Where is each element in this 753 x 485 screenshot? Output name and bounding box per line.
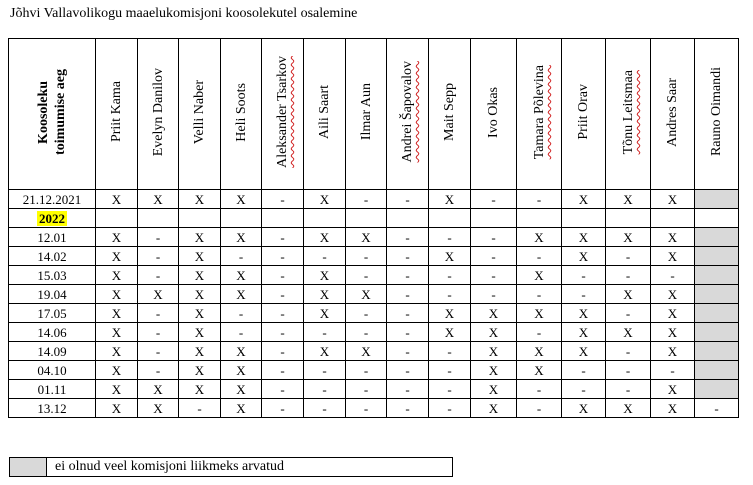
header-member-10 — [517, 39, 562, 190]
attendance-cell: - — [346, 361, 387, 380]
attendance-cell: X — [304, 285, 346, 304]
attendance-cell: - — [262, 361, 304, 380]
header-member-2 — [179, 39, 221, 190]
attendance-cell: X — [179, 190, 221, 209]
attendance-cell: - — [346, 323, 387, 342]
header-member-11 — [562, 39, 606, 190]
attendance-cell: - — [346, 266, 387, 285]
member-name: Heli Soots — [233, 82, 249, 142]
meeting-date: 15.03 — [9, 266, 96, 285]
year-row-empty — [304, 209, 346, 228]
attendance-cell: X — [179, 304, 221, 323]
header-member-0 — [96, 39, 138, 190]
not-member-cell — [695, 266, 739, 285]
attendance-cell: X — [138, 399, 179, 418]
attendance-cell: - — [304, 380, 346, 399]
year-row-empty — [96, 209, 138, 228]
year-row-empty — [562, 209, 606, 228]
attendance-cell: - — [471, 266, 517, 285]
attendance-cell: - — [517, 380, 562, 399]
attendance-cell: - — [138, 323, 179, 342]
attendance-cell: X — [651, 304, 695, 323]
member-name: Andrei Šapovalov — [400, 61, 415, 163]
year-row — [9, 209, 739, 228]
header-row — [9, 39, 739, 190]
table-row — [9, 247, 739, 266]
header-member-3 — [221, 39, 262, 190]
attendance-cell: X — [651, 190, 695, 209]
attendance-cell: X — [562, 399, 606, 418]
year-row-empty — [429, 209, 471, 228]
attendance-cell: X — [429, 304, 471, 323]
attendance-cell: X — [562, 323, 606, 342]
member-name: Ilmar Aun — [358, 83, 374, 141]
member-name: Andres Saar — [665, 77, 680, 147]
attendance-cell: X — [471, 323, 517, 342]
table-row — [9, 323, 739, 342]
year-row-empty — [651, 209, 695, 228]
attendance-cell: X — [562, 228, 606, 247]
attendance-cell: X — [471, 399, 517, 418]
attendance-cell: - — [304, 247, 346, 266]
attendance-cell: X — [606, 190, 651, 209]
attendance-cell: - — [562, 266, 606, 285]
meeting-date: 14.02 — [9, 247, 96, 266]
attendance-cell: X — [606, 323, 651, 342]
meeting-date: 19.04 — [9, 285, 96, 304]
not-member-cell — [695, 247, 739, 266]
header-member-9 — [471, 39, 517, 190]
meeting-date: 14.06 — [9, 323, 96, 342]
table-row — [9, 266, 739, 285]
attendance-cell: X — [651, 342, 695, 361]
year-row-empty — [346, 209, 387, 228]
attendance-cell: - — [138, 304, 179, 323]
attendance-cell: - — [387, 380, 429, 399]
attendance-cell: X — [429, 190, 471, 209]
attendance-cell: - — [387, 304, 429, 323]
attendance-cell: - — [138, 266, 179, 285]
attendance-cell: X — [651, 399, 695, 418]
year-label: 2022 — [39, 210, 65, 226]
attendance-cell: - — [387, 228, 429, 247]
attendance-cell: - — [346, 190, 387, 209]
attendance-cell: X — [562, 190, 606, 209]
year-row-empty — [606, 209, 651, 228]
header-member-7 — [387, 39, 429, 190]
attendance-cell: - — [304, 361, 346, 380]
attendance-cell: X — [562, 247, 606, 266]
attendance-cell: X — [304, 304, 346, 323]
attendance-cell: X — [429, 247, 471, 266]
attendance-cell: - — [262, 285, 304, 304]
attendance-cell: - — [346, 247, 387, 266]
page-title: Jõhvi Vallavolikogu maaelukomisjoni koosolekutel osalemine — [10, 6, 358, 21]
not-member-cell — [695, 304, 739, 323]
attendance-cell: X — [221, 228, 262, 247]
meeting-date: 13.12 — [9, 399, 96, 418]
attendance-cell: X — [221, 399, 262, 418]
attendance-cell: - — [346, 304, 387, 323]
attendance-cell: X — [221, 266, 262, 285]
member-name: Tõnu Leitsmaa — [620, 69, 636, 155]
year-row-empty — [179, 209, 221, 228]
attendance-cell: X — [651, 323, 695, 342]
not-member-cell — [695, 323, 739, 342]
attendance-cell: X — [179, 361, 221, 380]
attendance-table — [8, 38, 739, 418]
attendance-cell: X — [651, 228, 695, 247]
member-name: Mait Sepp — [442, 83, 457, 141]
table-row — [9, 342, 739, 361]
attendance-cell: X — [96, 304, 138, 323]
attendance-cell: - — [429, 342, 471, 361]
attendance-cell: X — [96, 380, 138, 399]
attendance-cell: - — [221, 304, 262, 323]
member-name: Evelyn Danilov — [150, 67, 166, 157]
attendance-cell: - — [387, 247, 429, 266]
meeting-date: 01.11 — [9, 380, 96, 399]
meeting-date: 14.09 — [9, 342, 96, 361]
attendance-cell: - — [387, 399, 429, 418]
attendance-cell: X — [179, 285, 221, 304]
attendance-cell: - — [262, 342, 304, 361]
table-body — [9, 190, 739, 418]
attendance-cell: - — [429, 228, 471, 247]
header-member-13 — [651, 39, 695, 190]
meeting-date: 21.12.2021 — [9, 190, 96, 209]
attendance-cell: X — [96, 361, 138, 380]
attendance-cell: - — [138, 342, 179, 361]
header-member-14 — [695, 39, 739, 190]
attendance-cell: X — [517, 304, 562, 323]
header-date — [9, 39, 96, 190]
attendance-cell: X — [96, 228, 138, 247]
attendance-cell: - — [606, 266, 651, 285]
attendance-cell: X — [179, 266, 221, 285]
attendance-cell: - — [387, 342, 429, 361]
attendance-cell: - — [429, 380, 471, 399]
attendance-cell: - — [304, 399, 346, 418]
attendance-cell: X — [179, 323, 221, 342]
attendance-cell: X — [606, 228, 651, 247]
header-member-6 — [346, 39, 387, 190]
attendance-cell: - — [221, 323, 262, 342]
attendance-cell: X — [606, 399, 651, 418]
attendance-cell: X — [346, 285, 387, 304]
attendance-cell: - — [138, 247, 179, 266]
attendance-cell: X — [304, 190, 346, 209]
attendance-cell: - — [346, 380, 387, 399]
attendance-cell: - — [262, 247, 304, 266]
year-row-empty — [387, 209, 429, 228]
member-name: Aili Saart — [317, 84, 332, 140]
attendance-cell: X — [96, 323, 138, 342]
attendance-cell: - — [262, 304, 304, 323]
table-row — [9, 399, 739, 418]
attendance-cell: X — [179, 342, 221, 361]
attendance-cell: X — [221, 285, 262, 304]
attendance-cell: X — [651, 380, 695, 399]
table-row — [9, 304, 739, 323]
attendance-cell: X — [179, 228, 221, 247]
attendance-cell: X — [562, 304, 606, 323]
attendance-cell: - — [262, 380, 304, 399]
attendance-cell: - — [606, 342, 651, 361]
meeting-date: 04.10 — [9, 361, 96, 380]
attendance-cell: X — [304, 228, 346, 247]
member-name: Aleksander Tsarkov — [275, 56, 290, 168]
attendance-cell: - — [517, 323, 562, 342]
attendance-cell: X — [221, 361, 262, 380]
attendance-cell: X — [517, 342, 562, 361]
header-member-1 — [138, 39, 179, 190]
attendance-cell: - — [562, 361, 606, 380]
not-member-cell — [695, 228, 739, 247]
attendance-cell: - — [429, 266, 471, 285]
header-date-label: Koosoleku toimumise aeg — [36, 69, 68, 155]
attendance-cell: - — [262, 228, 304, 247]
attendance-cell: - — [429, 285, 471, 304]
attendance-cell: - — [262, 323, 304, 342]
attendance-cell: - — [138, 361, 179, 380]
attendance-cell: - — [562, 285, 606, 304]
attendance-cell: - — [471, 285, 517, 304]
table-row — [9, 228, 739, 247]
header-member-8 — [429, 39, 471, 190]
attendance-cell: - — [471, 247, 517, 266]
attendance-cell: X — [346, 342, 387, 361]
attendance-cell: - — [651, 266, 695, 285]
member-name: Priit Kama — [109, 81, 124, 143]
attendance-cell: - — [517, 190, 562, 209]
member-name: Ivo Okas — [486, 86, 501, 138]
header-member-4 — [262, 39, 304, 190]
attendance-cell: - — [606, 380, 651, 399]
table-row — [9, 190, 739, 209]
attendance-cell: X — [96, 190, 138, 209]
attendance-cell: - — [651, 361, 695, 380]
year-row-empty — [262, 209, 304, 228]
attendance-cell: X — [138, 380, 179, 399]
attendance-cell: - — [695, 399, 739, 418]
attendance-cell: X — [346, 228, 387, 247]
header-member-5 — [304, 39, 346, 190]
attendance-cell: - — [471, 190, 517, 209]
attendance-cell: - — [262, 399, 304, 418]
member-name: Rauno Oimandi — [709, 67, 724, 157]
attendance-cell: X — [471, 304, 517, 323]
attendance-cell: X — [179, 247, 221, 266]
attendance-cell: X — [221, 190, 262, 209]
attendance-cell: X — [179, 380, 221, 399]
attendance-cell: - — [387, 285, 429, 304]
attendance-cell: - — [304, 323, 346, 342]
attendance-cell: - — [562, 380, 606, 399]
attendance-cell: X — [221, 380, 262, 399]
meeting-date: 17.05 — [9, 304, 96, 323]
attendance-cell: X — [96, 285, 138, 304]
not-member-cell — [695, 285, 739, 304]
attendance-cell: - — [138, 228, 179, 247]
table-row — [9, 380, 739, 399]
attendance-cell: - — [387, 266, 429, 285]
attendance-cell: X — [471, 380, 517, 399]
attendance-cell: X — [96, 247, 138, 266]
attendance-cell: X — [517, 266, 562, 285]
member-name: Tamara Põlevina — [531, 64, 547, 160]
year-row-empty — [221, 209, 262, 228]
attendance-cell: - — [606, 247, 651, 266]
attendance-cell: X — [562, 342, 606, 361]
attendance-cell: X — [651, 247, 695, 266]
table-row — [9, 285, 739, 304]
attendance-cell: X — [96, 266, 138, 285]
attendance-cell: - — [517, 285, 562, 304]
attendance-cell: - — [387, 190, 429, 209]
not-member-cell — [695, 190, 739, 209]
meeting-date: 12.01 — [9, 228, 96, 247]
attendance-cell: X — [429, 323, 471, 342]
legend-swatch — [10, 458, 47, 476]
legend-text: ei olnud veel komisjoni liikmeks arvatud — [55, 459, 285, 474]
not-member-cell — [695, 342, 739, 361]
attendance-cell: - — [262, 266, 304, 285]
not-member-cell — [695, 380, 739, 399]
member-name: Velli Naber — [192, 79, 207, 145]
attendance-cell: X — [304, 266, 346, 285]
attendance-cell: - — [387, 323, 429, 342]
attendance-cell: X — [606, 285, 651, 304]
attendance-cell: - — [517, 399, 562, 418]
year-cell — [9, 209, 96, 228]
attendance-cell: X — [138, 190, 179, 209]
attendance-cell: - — [606, 361, 651, 380]
attendance-cell: X — [96, 342, 138, 361]
header-member-12 — [606, 39, 651, 190]
attendance-cell: X — [517, 228, 562, 247]
attendance-cell: X — [517, 361, 562, 380]
attendance-cell: - — [179, 399, 221, 418]
attendance-cell: X — [471, 342, 517, 361]
attendance-cell: - — [517, 247, 562, 266]
attendance-cell: X — [96, 399, 138, 418]
attendance-cell: - — [262, 190, 304, 209]
attendance-cell: X — [651, 285, 695, 304]
attendance-cell: - — [471, 228, 517, 247]
attendance-cell: X — [221, 342, 262, 361]
attendance-cell: - — [429, 361, 471, 380]
attendance-cell: - — [429, 399, 471, 418]
legend — [9, 457, 453, 477]
attendance-cell: - — [346, 399, 387, 418]
attendance-cell: - — [387, 361, 429, 380]
year-row-empty — [471, 209, 517, 228]
year-row-empty — [517, 209, 562, 228]
not-member-cell — [695, 361, 739, 380]
attendance-cell: X — [304, 342, 346, 361]
table-row — [9, 361, 739, 380]
attendance-cell: - — [221, 247, 262, 266]
attendance-cell: X — [471, 361, 517, 380]
attendance-cell: - — [606, 304, 651, 323]
year-row-empty — [138, 209, 179, 228]
member-name: Priit Orav — [576, 84, 591, 140]
year-row-empty — [695, 209, 739, 228]
attendance-cell: X — [138, 285, 179, 304]
